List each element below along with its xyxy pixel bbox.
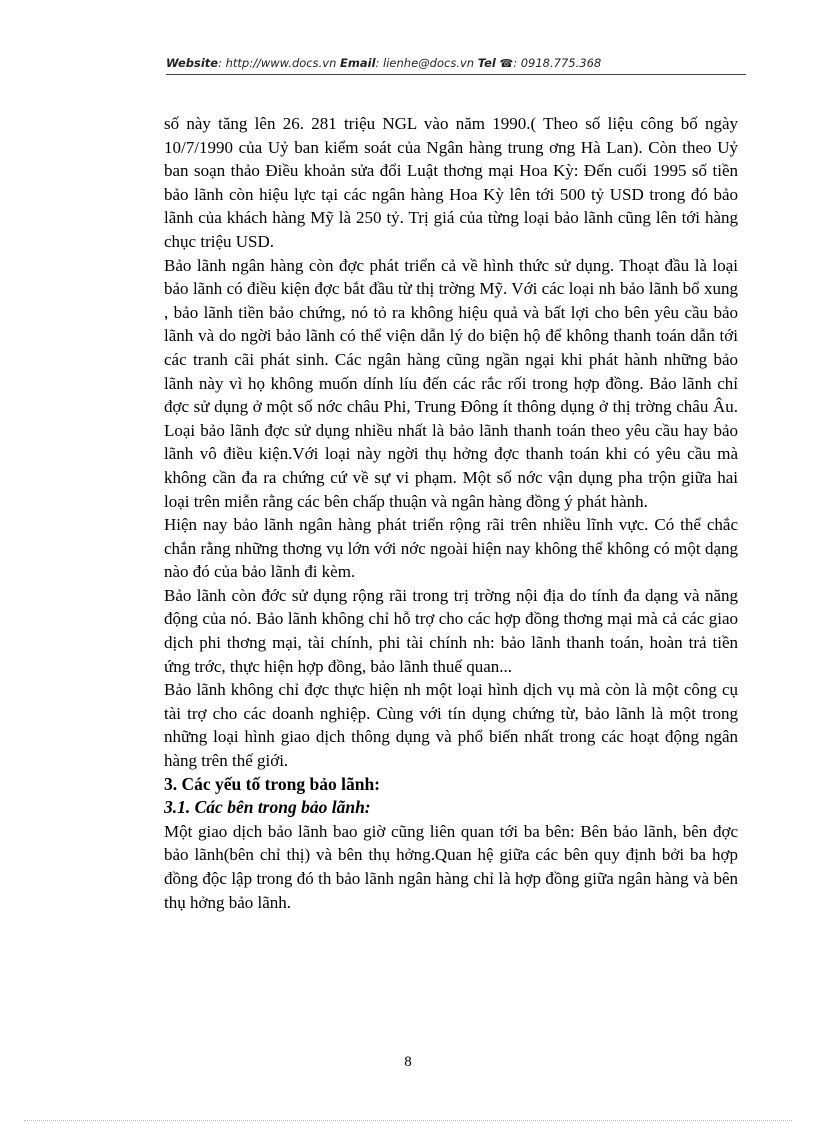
paragraph-2: Bảo lãnh ngân hàng còn đợc phát triển cả về hình thức sử dụng. Thoạt đầu là loại bảo lãnh có điều kiện đợc bắt đầu từ thị trờng Mỹ. Với các loại nh bảo lãnh bổ xung , bảo lãnh tiền bảo chứng, nó tỏ ra không hiệu quả và bất lợi cho bên yêu cầu bảo lãnh và do ngời bảo lãnh có thể viện dẫn lý do biện hộ để không thanh toán dẫn tới các tranh cãi phát sinh. Các ngân hàng cũng ngần ngại khi phát hành những bảo lãnh này vì họ không muốn dính líu đến các rắc rối trong hợp đồng. Bảo lãnh chỉ đợc sử dụng ở một số nớc châu Phi, Trung Đông ít thông dụng ở thị trờng châu Âu. Loại bảo lãnh đợc sử dụng nhiều nhất là bảo lãnh thanh toán theo yêu cầu hay bảo lãnh vô điều kiện.Với loại này ngời thụ hởng đợc thanh toán khi có yêu cầu mà không cần đa ra chứng cứ về sự vi phạm. Một số nớc vận dụng pha trộn giữa hai loại trên miễn rằng các bên chấp thuận và ngân hàng đồng ý phát hành. [164, 255, 738, 511]
email-value[interactable]: : lienhe@docs.vn [375, 56, 475, 70]
tel-value: : 0918.775.368 [513, 56, 602, 70]
paragraph-4: Bảo lãnh còn đớc sử dụng rộng rãi trong trị trờng nội địa do tính đa dạng và năng động của nó. Bảo lãnh không chỉ hỗ trợ cho các hợp đồng thơng mại mà cả các giao dịch phi thơng mại, tài chính, phi tài chính nh: bảo lãnh thanh toán, hoàn trả tiền ứng trớc, thực hiện hợp đồng, bảo lãnh thuế quan... [164, 585, 738, 676]
bottom-divider [24, 1120, 792, 1121]
paragraph-1: số này tăng lên 26. 281 triệu NGL vào năm 1990.( Theo số liệu công bố ngày 10/7/1990 của Uỷ ban kiểm soát của Ngân hàng trung ơng Hà Lan). Còn theo Uỷ ban soạn thảo Điều khoản sửa đổi Luật thơng mại Hoa Kỳ: Đến cuối 1995 số tiền bảo lãnh còn hiệu lực tại các ngân hàng Hoa Kỳ lên tới 500 tỷ USD trong đó bảo lãnh của khách hàng Mỹ là 250 tỷ. Trị giá của từng loại bảo lãnh cũng lên tới hàng chục triệu USD. [164, 114, 738, 251]
page-header [166, 56, 766, 70]
paragraph-5: Bảo lãnh không chỉ đợc thực hiện nh một loại hình dịch vụ mà còn là một công cụ tài trợ cho các doanh nghiệp. Cùng với tín dụng chứng từ, bảo lãnh là một trong những loại hình giao dịch thông dụng và phổ biến nhất trong các hoạt động ngân hàng trên thế giới. [164, 680, 738, 771]
email-label: Email [340, 56, 376, 70]
tel-label: Tel [477, 56, 496, 70]
header-divider [166, 74, 746, 75]
website-label: Website [166, 56, 219, 70]
section-heading: 3. Các yếu tố trong bảo lãnh: [164, 773, 381, 794]
document-body [164, 112, 738, 914]
subsection-heading: 3.1. Các bên trong bảo lãnh: [164, 797, 371, 818]
phone-icon: ☎ [499, 57, 514, 70]
paragraph-3: Hiện nay bảo lãnh ngân hàng phát triển rộng rãi trên nhiều lĩnh vực. Có thể chắc chắn rằng những thơng vụ lớn với nớc ngoài hiện nay không thể không có một dạng nào đó của bảo lãnh đi kèm. [164, 515, 738, 582]
paragraph-6: Một giao dịch bảo lãnh bao giờ cũng liên quan tới ba bên: Bên bảo lãnh, bên đợc bảo lãnh(bên chỉ thị) và bên thụ hởng.Quan hệ giữa các bên quy định bởi ba hợp đồng độc lập trong đó th bảo lãnh ngân hàng chỉ là hợp đồng giữa ngân hàng và bên thụ hởng bảo lãnh. [164, 821, 738, 912]
page-number: 8 [404, 1054, 412, 1070]
website-value[interactable]: : http://www.docs.vn [218, 56, 337, 70]
